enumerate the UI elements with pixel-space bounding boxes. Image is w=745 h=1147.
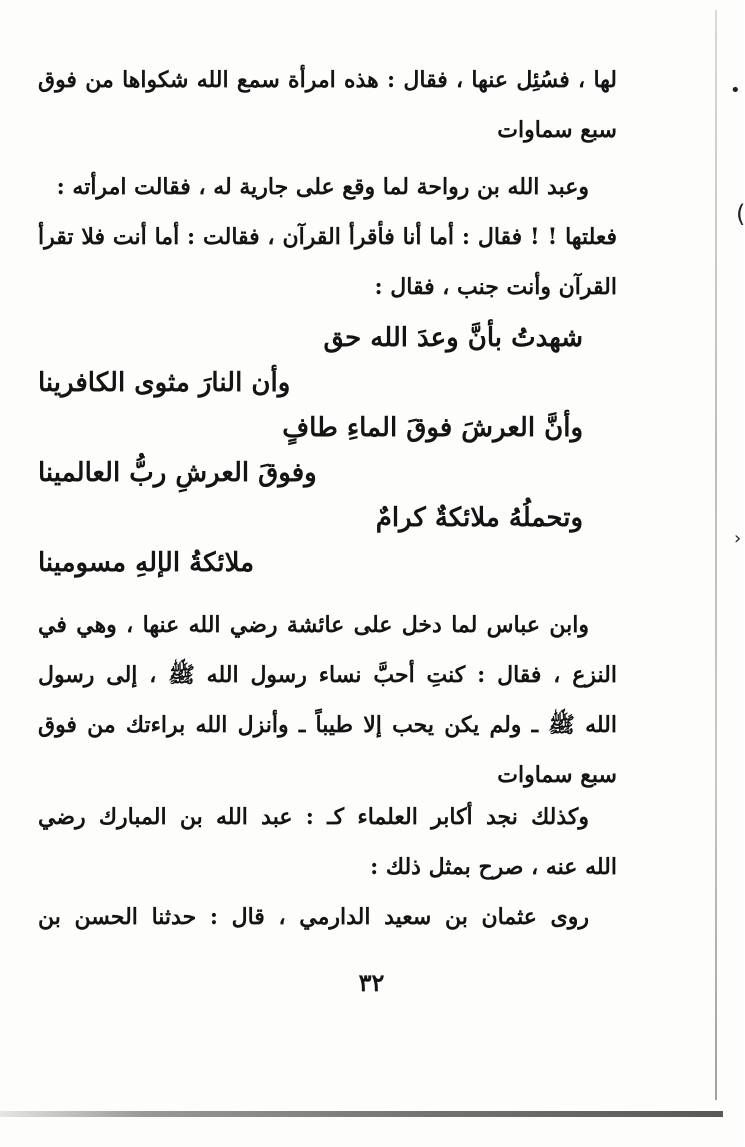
- text-line: وكذلك نجد أكابر العلماء كـ : عبد الله بن المبارك رضي: [38, 804, 589, 830]
- paragraph-5: [38, 892, 617, 942]
- poem: [38, 316, 583, 586]
- text-line: فعلتها ! ! فقال : أما أنا فأقرأ القرآن ، فقالت : أما أنت فلا تقرأ: [38, 224, 617, 250]
- text-line: وابن عباس لما دخل على عائشة رضي الله عنها ، وهي في: [38, 612, 589, 638]
- poem-verse: وأنَّ العرشَ فوقَ الماءِ طافٍ: [282, 413, 583, 443]
- scan-speck: (: [736, 200, 745, 228]
- text-line: روى عثمان بن سعيد الدارمي ، قال : حدثنا الحسن بن: [38, 904, 589, 930]
- text-line: سبع سماوات: [497, 117, 617, 143]
- scan-speck: •: [730, 80, 741, 101]
- scan-edge-right: [715, 10, 717, 1100]
- poem-verse: ملائكةُ الإلهِ مسومينا: [38, 548, 255, 578]
- scan-edge-bottom: [0, 1111, 723, 1117]
- text-line: لها ، فسُئِل عنها ، فقال : هذه امرأة سمع الله شكواها من فوق: [38, 67, 617, 93]
- paragraph-3: [38, 600, 617, 800]
- text-line: الله ﷺ ـ ولم يكن يحب إلا طيباً ـ وأنزل الله براءتك من فوق: [38, 712, 617, 738]
- page-number: ٣٢: [358, 968, 385, 997]
- poem-verse: وفوقَ العرشِ ربُّ العالمينا: [38, 458, 317, 488]
- text-line: سبع سماوات: [497, 762, 617, 788]
- text-line: النزع ، فقال : كنتِ أحبَّ نساء رسول الله ﷺ ، إلى رسول: [38, 662, 617, 688]
- poem-verse: شهدتُ بأنَّ وعدَ الله حق: [323, 323, 583, 353]
- paragraph-2: [38, 162, 617, 312]
- paragraph-4: [38, 792, 617, 892]
- text-line: الله عنه ، صرح بمثل ذلك :: [370, 854, 617, 880]
- poem-verse: وأن النارَ مثوى الكافرينا: [38, 368, 291, 398]
- scan-speck: ›: [734, 528, 742, 549]
- text-line: وعبد الله بن رواحة لما وقع على جارية له ، فقالت امرأته :: [56, 174, 589, 200]
- poem-verse: وتحملُهُ ملائكةٌ كرامٌ: [375, 503, 583, 533]
- text-line: القرآن وأنت جنب ، فقال :: [374, 274, 617, 300]
- paragraph-1: [38, 55, 617, 155]
